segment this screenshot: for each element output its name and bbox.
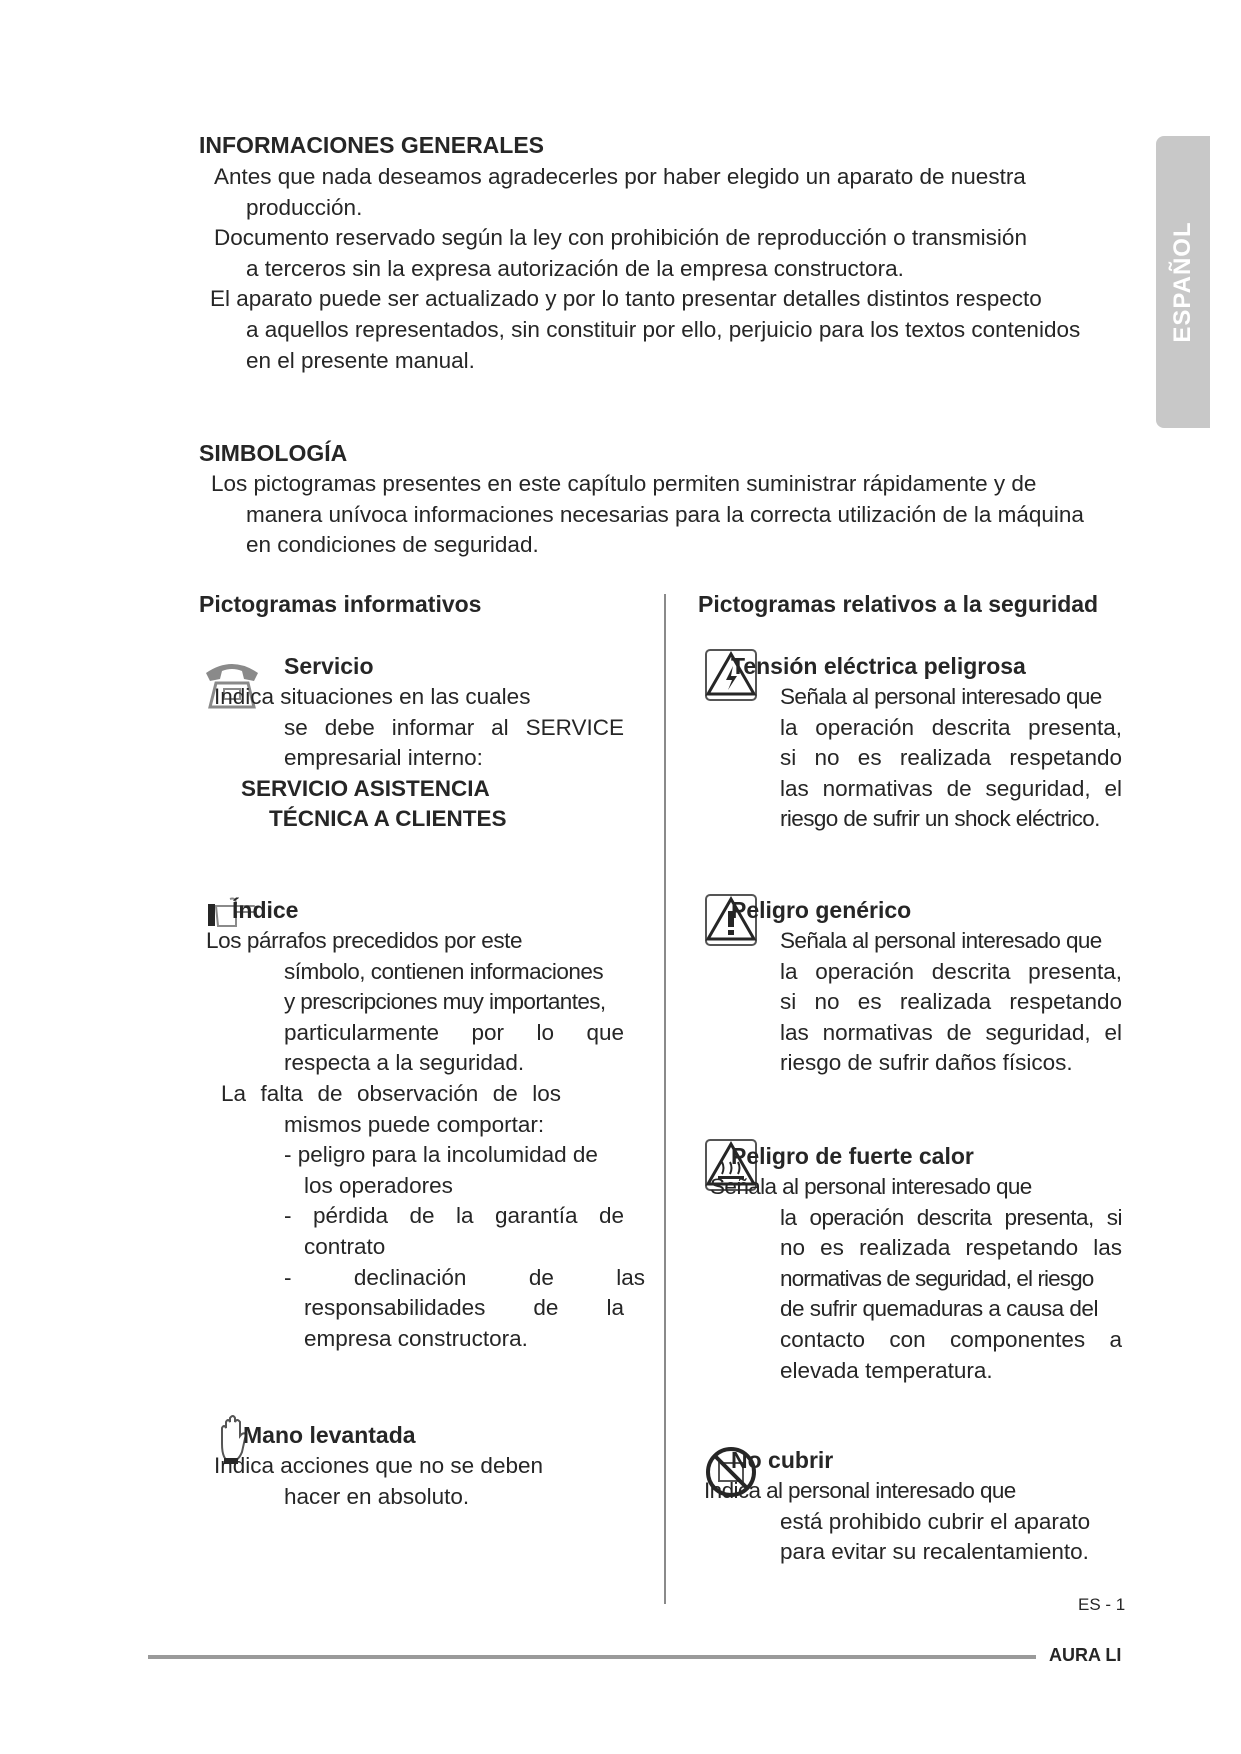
general-line: a aquellos representados, sin constituir por ello, perjuicio para los textos contenidos: [246, 316, 1081, 342]
calor-line: elevada temperatura.: [780, 1357, 993, 1383]
right-column-heading: Pictogramas relativos a la seguridad: [698, 591, 1099, 617]
column-divider: [664, 594, 666, 1604]
generico-line: si no es realizada respetando: [780, 989, 1122, 1015]
indice-line: - pérdida de la garantía de: [284, 1203, 624, 1229]
model-name: AURA LI: [1049, 1645, 1122, 1665]
tension-line: las normativas de seguridad, el: [780, 775, 1122, 801]
general-heading: INFORMACIONES GENERALES: [199, 132, 545, 158]
indice-line: mismos puede comportar:: [284, 1111, 545, 1137]
indice-text: [199, 926, 645, 1354]
calor-line: Señala al personal interesado que: [710, 1174, 1032, 1199]
cubrir-line: está prohibido cubrir el aparato: [780, 1508, 1091, 1534]
language-tab-label: ESPAÑOL: [1169, 221, 1196, 343]
symbology-heading: SIMBOLOGÍA: [199, 440, 348, 466]
calor-line: contacto con componentes a: [780, 1326, 1122, 1352]
generico-title: Peligro genérico: [731, 897, 912, 923]
cubrir-text: [698, 1476, 1090, 1568]
cubrir-line: Indica al personal interesado que: [704, 1478, 1016, 1503]
general-line: en el presente manual.: [246, 347, 475, 373]
mano-line: Indica acciones que no se deben: [214, 1453, 543, 1478]
cubrir-line: para evitar su recalentamiento.: [780, 1539, 1089, 1565]
indice-line: respecta a la seguridad.: [284, 1050, 525, 1076]
indice-line: La falta de observación de los: [221, 1080, 561, 1106]
mano-title: Mano levantada: [243, 1422, 416, 1448]
calor-line: la operación descrita presenta, si: [780, 1204, 1122, 1230]
indice-line: y prescripciones muy importantes,: [284, 989, 606, 1015]
left-column-heading: Pictogramas informativos: [199, 591, 482, 617]
servicio-text: [199, 682, 624, 835]
general-line: a terceros sin la expresa autorización de la empresa constructora.: [246, 255, 904, 281]
calor-line: de sufrir quemaduras a causa del: [780, 1296, 1098, 1322]
indice-line: empresa constructora.: [304, 1325, 528, 1351]
calor-line: no es realizada respetando las: [780, 1235, 1122, 1261]
calor-title: Peligro de fuerte calor: [731, 1143, 974, 1169]
tension-line: Señala al personal interesado que: [780, 684, 1102, 709]
calor-text: [698, 1172, 1122, 1386]
servicio-title: Servicio: [284, 653, 374, 679]
tension-line: la operación descrita presenta,: [780, 714, 1122, 740]
servicio-line: SERVICIO ASISTENCIA: [241, 775, 490, 801]
mano-text: [199, 1451, 543, 1512]
page-number: ES - 1: [1078, 1595, 1126, 1614]
servicio-line: Indica situaciones en las cuales: [214, 684, 531, 709]
indice-line: - declinación de las: [284, 1264, 645, 1290]
symbology-line: en condiciones de seguridad.: [246, 532, 539, 558]
indice-line: - peligro para la incolumidad de: [284, 1142, 598, 1168]
symbology-line: manera unívoca informaciones necesarias para la correcta utilización de la máquina: [246, 501, 1084, 527]
footer-rule: [148, 1655, 1036, 1659]
general-text: [199, 162, 1080, 376]
generico-line: riesgo de sufrir daños físicos.: [780, 1050, 1073, 1076]
mano-line: hacer en absoluto.: [284, 1483, 470, 1509]
servicio-line: empresarial interno:: [284, 745, 483, 771]
tension-text: [698, 682, 1122, 835]
symbology-text: [199, 469, 1084, 561]
symbology-line: Los pictogramas presentes en este capítulo permiten suministrar rápidamente y de: [211, 471, 1037, 496]
indice-line: particularmente por lo que: [284, 1019, 624, 1045]
generico-line: la operación descrita presenta,: [780, 958, 1122, 984]
indice-line: Los párrafos precedidos por este: [206, 928, 523, 953]
general-line: El aparato puede ser actualizado y por lo tanto presentar detalles distintos respecto: [210, 286, 1042, 312]
servicio-line: TÉCNICA A CLIENTES: [269, 806, 507, 832]
tension-line: si no es realizada respetando: [780, 745, 1122, 771]
tension-line: riesgo de sufrir un shock eléctrico.: [780, 806, 1100, 832]
indice-line: responsabilidades de la: [304, 1295, 624, 1321]
servicio-line: se debe informar al SERVICE: [284, 714, 624, 740]
tension-title: Tensión eléctrica peligrosa: [731, 653, 1026, 679]
generico-text: [698, 926, 1122, 1079]
general-line: Antes que nada deseamos agradecerles por haber elegido un aparato de nuestra: [214, 164, 1026, 189]
indice-line: símbolo, contienen informaciones: [284, 958, 604, 984]
generico-line: Señala al personal interesado que: [780, 928, 1102, 953]
indice-line: contrato: [304, 1233, 386, 1259]
calor-line: normativas de seguridad, el riesgo: [780, 1265, 1094, 1291]
indice-line: los operadores: [304, 1172, 453, 1198]
cubrir-title: No cubrir: [731, 1447, 834, 1473]
general-line: producción.: [246, 194, 363, 220]
general-line: Documento reservado según la ley con prohibición de reproducción o transmisión: [214, 225, 1027, 251]
indice-title: Índice: [232, 897, 299, 923]
generico-line: las normativas de seguridad, el: [780, 1019, 1122, 1045]
language-tab: [1156, 136, 1210, 428]
